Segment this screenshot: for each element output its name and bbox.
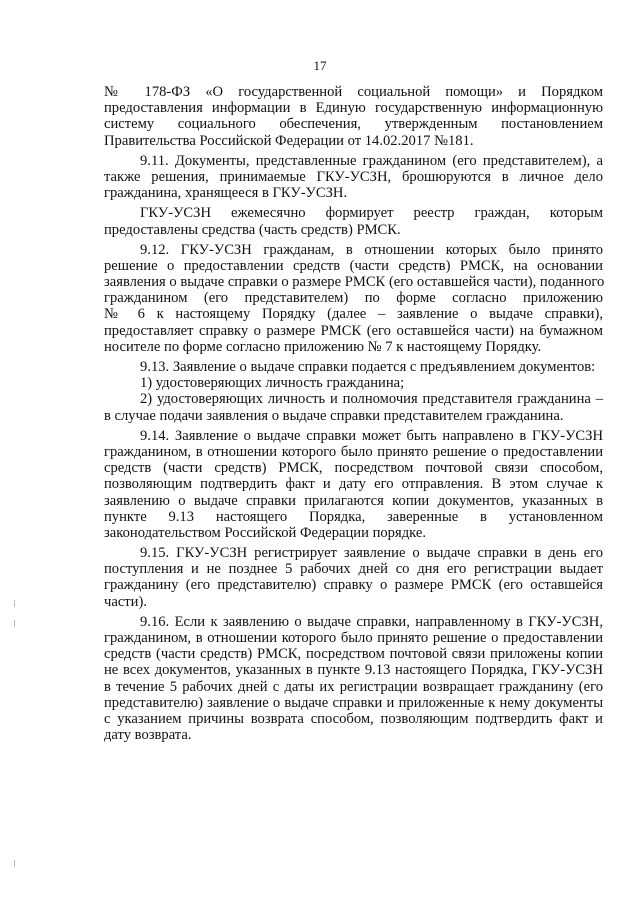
paragraph bbox=[104, 614, 603, 744]
text-line: Правительства Российской Федерации от 14.02.2017 №181. bbox=[104, 132, 474, 149]
text-line: гражданину (его представителю) справку о размере РМСК (его оставшейся bbox=[104, 577, 603, 594]
text-line: 2) удостоверяющих личность и полномочия представителя гражданина – bbox=[140, 391, 603, 408]
paragraph bbox=[104, 375, 603, 391]
text-line: позволяющим подтвердить факт и дату его отправления. В этом случае к bbox=[104, 476, 603, 493]
text-line: 9.15. ГКУ-УСЗН регистрирует заявление о выдаче справки в день его bbox=[140, 545, 603, 562]
scan-mark bbox=[14, 600, 15, 607]
text-line: решение о предоставлении средств (части средств) РМСК, на основании bbox=[104, 257, 603, 274]
text-line: гражданина, хранящееся в ГКУ-УСЗН. bbox=[104, 185, 348, 202]
text-line: заявления о выдаче справки о размере РМСК (его оставшейся части), поданного bbox=[104, 274, 605, 291]
text-line: законодательством Российской Федерации порядке. bbox=[104, 524, 426, 541]
text-line: носителе по форме согласно приложению № 7 к настоящему Порядку. bbox=[104, 338, 542, 355]
paragraph bbox=[104, 84, 603, 149]
scan-mark bbox=[14, 620, 15, 627]
text-line: в случае подачи заявления о выдаче справки представителем гражданина. bbox=[104, 407, 564, 424]
text-line: гражданином (его представителем) по форме согласно приложению bbox=[104, 290, 603, 307]
scan-mark bbox=[14, 860, 15, 867]
text-line: 9.14. Заявление о выдаче справки может быть направлено в ГКУ-УСЗН bbox=[140, 427, 603, 444]
text-line: 9.11. Документы, представленные гражданином (его представителем), а bbox=[140, 152, 603, 169]
text-line: средств (части средств) РМСК, посредством почтовой связи приложены копии bbox=[104, 646, 603, 663]
text-line: 9.13. Заявление о выдаче справки подается с предъявлением документов: bbox=[140, 359, 596, 375]
text-line: с указанием причины возврата способом, позволяющим подтвердить факт и bbox=[104, 710, 603, 727]
text-line: 1) удостоверяющих личность гражданина; bbox=[140, 375, 405, 392]
paragraph bbox=[104, 391, 603, 423]
text-line: № 6 к настоящему Порядку (далее – заявление о выдаче справки), bbox=[104, 306, 603, 323]
text-line: № 178-ФЗ «О государственной социальной помощи» и Порядком bbox=[104, 84, 603, 100]
text-line: представителю) заявление о выдаче справки и приложенные к нему документы bbox=[104, 694, 603, 711]
document-body bbox=[104, 84, 603, 743]
text-line: средств (части средств) РМСК, посредством почтовой связи способом, bbox=[104, 460, 603, 477]
page-number: 17 bbox=[313, 58, 327, 73]
text-line: 9.16. Если к заявлению о выдаче справки, направленному в ГКУ-УСЗН, bbox=[140, 613, 603, 630]
text-line: предоставлены средства (часть средств) РМСК. bbox=[104, 221, 401, 238]
text-line: пункте 9.13 настоящего Порядка, заверенные в установленном bbox=[104, 508, 603, 525]
paragraph bbox=[104, 205, 603, 237]
text-line: также решения, принимаемые ГКУ-УСЗН, брошюруются в личное дело bbox=[104, 168, 603, 185]
text-line: гражданином, в отношении которого было принято решение о предоставлении bbox=[104, 443, 603, 460]
text-line: гражданином, в отношении которого было принято решение о предоставлении bbox=[104, 630, 603, 646]
text-line: части). bbox=[104, 593, 147, 610]
text-line: дату возврата. bbox=[104, 727, 192, 744]
paragraph bbox=[104, 153, 603, 202]
text-line: предоставляет справку о размере РМСК (его оставшейся части) на бумажном bbox=[104, 322, 603, 339]
text-line: заявлению о выдаче справки прилагаются копии документов, указанных в bbox=[104, 492, 603, 509]
paragraph bbox=[104, 545, 603, 610]
text-line: не всех документов, указанных в пункте 9.13 настоящего Порядка, ГКУ-УСЗН bbox=[104, 662, 603, 679]
text-line: поступления и не позднее 5 рабочих дней со дня его регистрации выдает bbox=[104, 561, 603, 578]
text-line: ГКУ-УСЗН ежемесячно формирует реестр граждан, которым bbox=[140, 205, 603, 222]
paragraph bbox=[104, 242, 603, 355]
text-line: 9.12. ГКУ-УСЗН гражданам, в отношении которых было принято bbox=[140, 241, 603, 258]
text-line: предоставления информации в Единую государственную информационную bbox=[104, 100, 603, 117]
paragraph bbox=[104, 428, 603, 541]
paragraph bbox=[104, 359, 603, 375]
text-line: систему социального обеспечения, утвержденным постановлением bbox=[104, 116, 603, 133]
text-line: в течение 5 рабочих дней с даты их регистрации возвращает гражданину (его bbox=[104, 678, 603, 695]
